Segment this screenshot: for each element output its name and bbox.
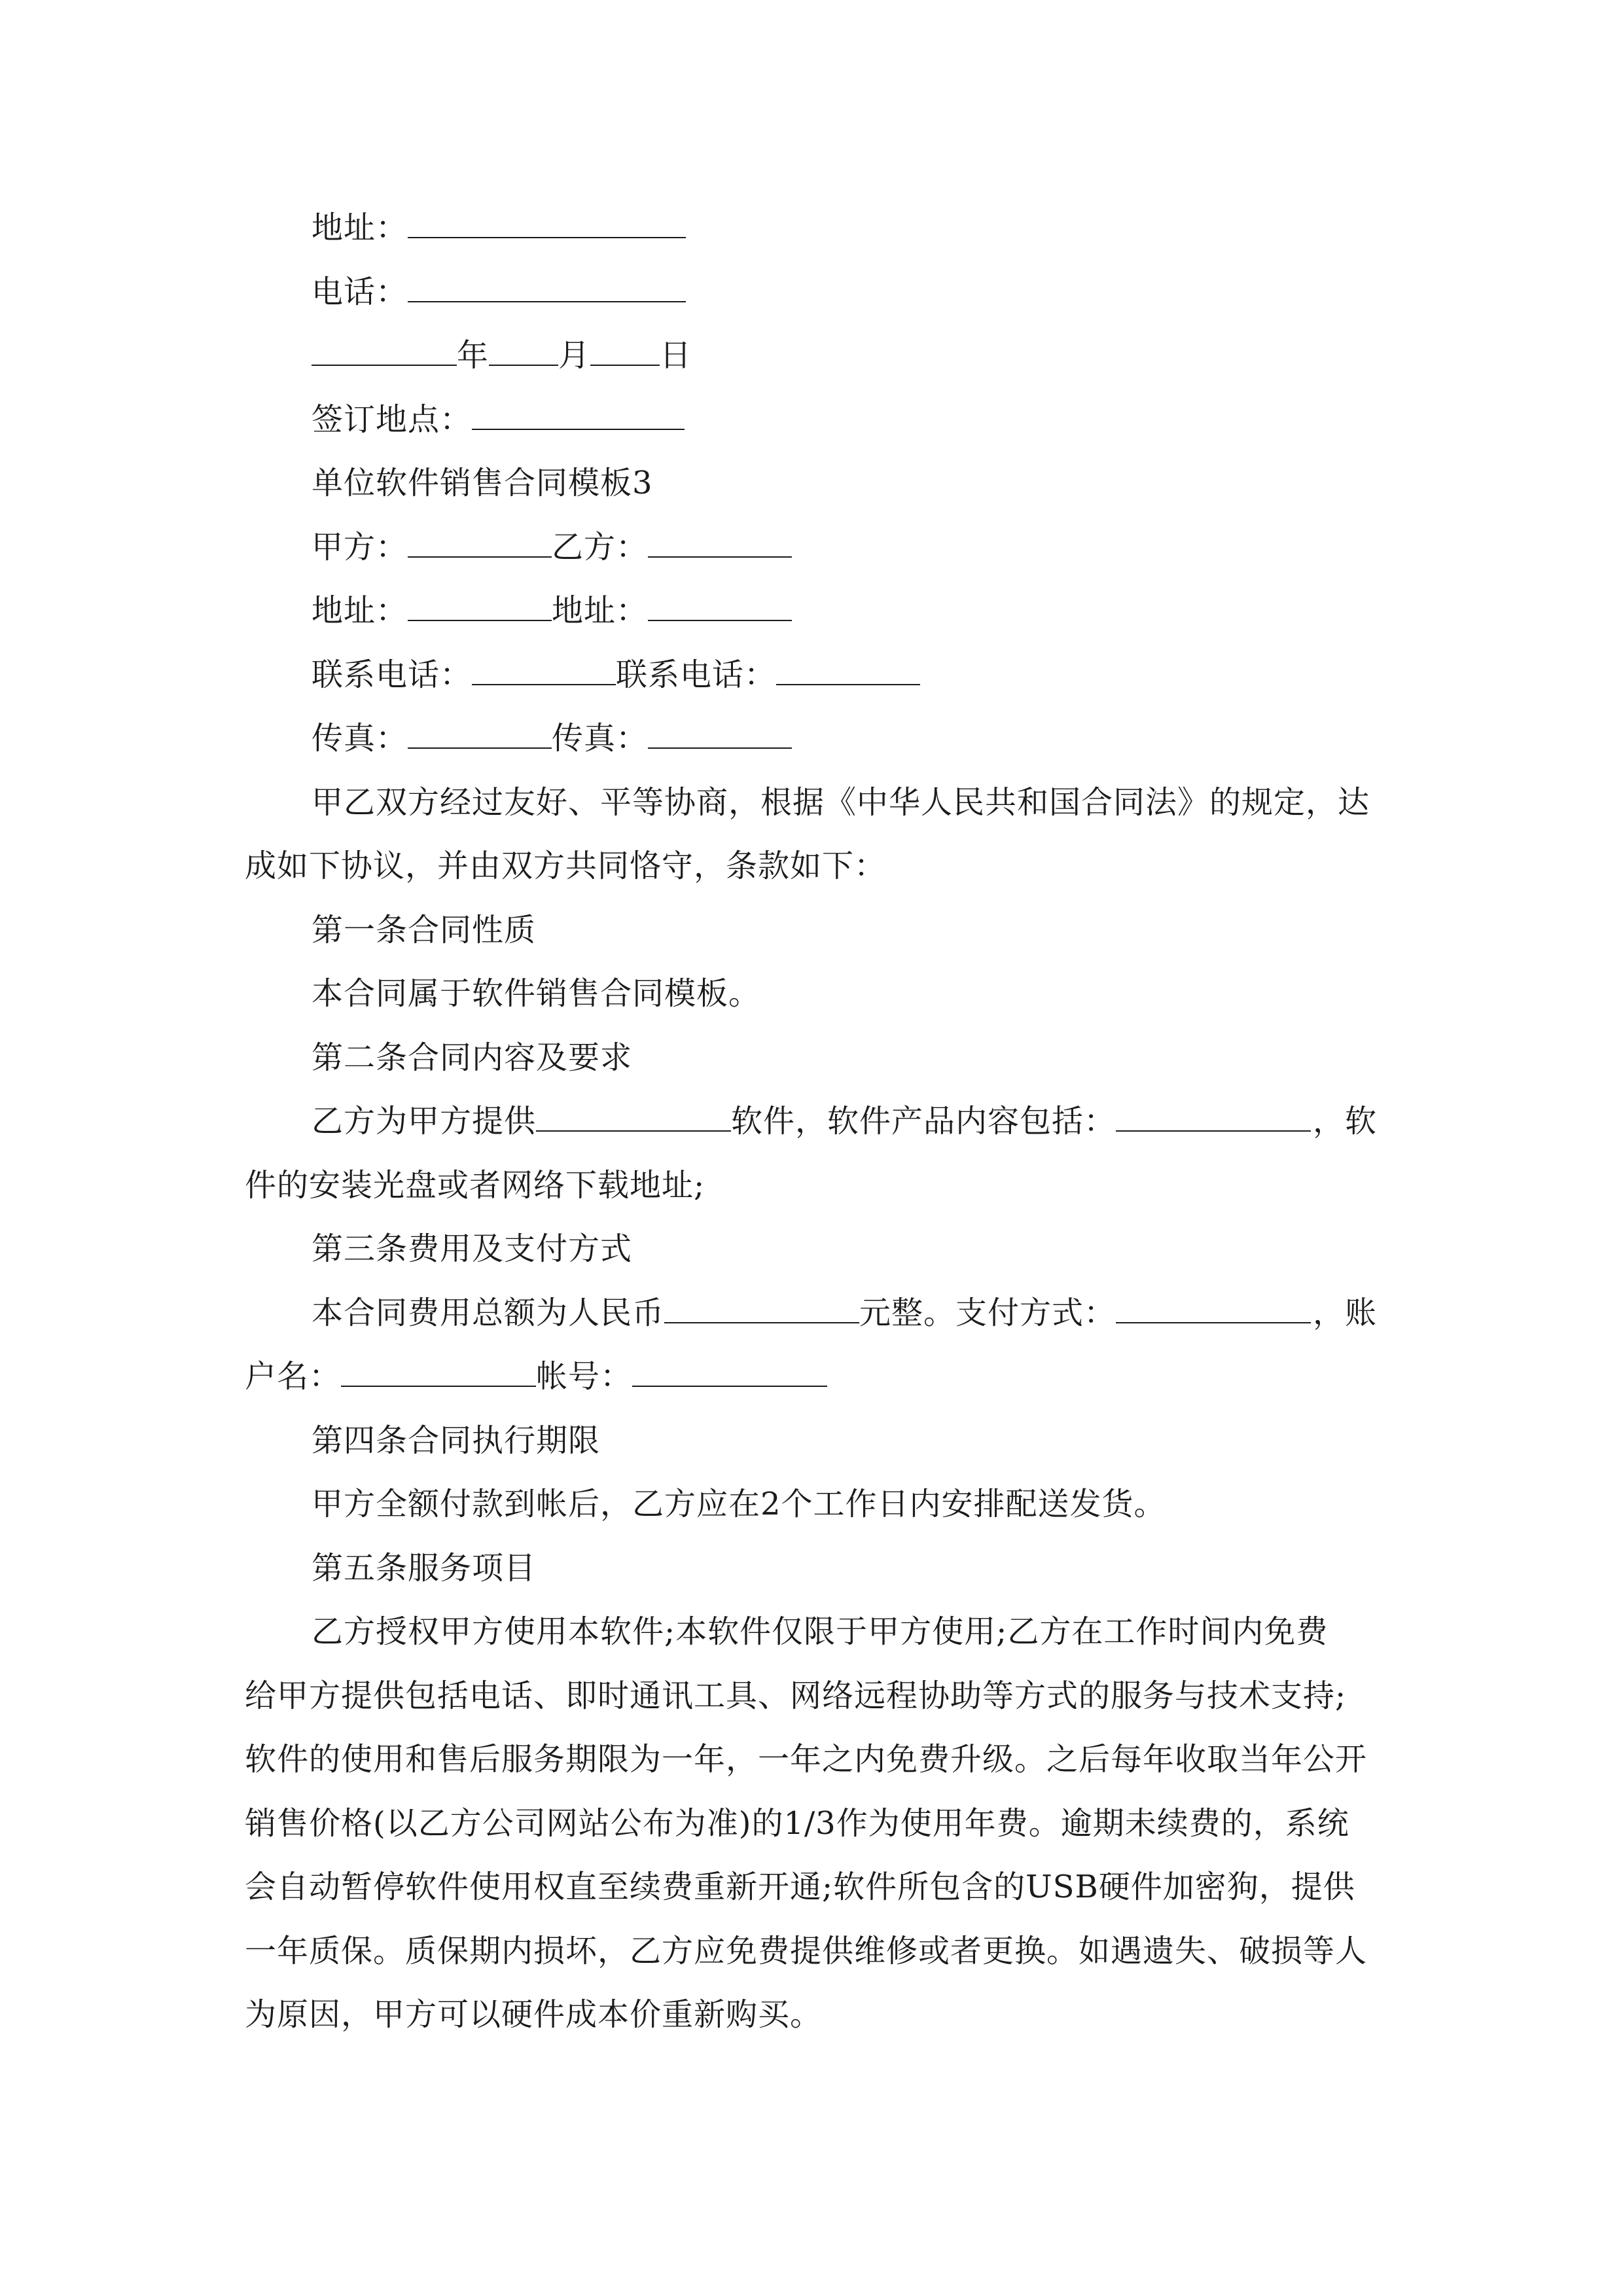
- party-b-label: 乙方：: [552, 528, 649, 565]
- contract-body: [245, 196, 1377, 2047]
- party-b-fax-label: 传真：: [552, 720, 649, 757]
- article2-line-2: 件的安装光盘或者网络下载地址;: [245, 1166, 705, 1204]
- day-blank: [590, 331, 660, 366]
- article2-part1: 乙方为甲方提供: [312, 1103, 537, 1139]
- amount-blank: [664, 1288, 859, 1323]
- account-no-label: 帐号：: [536, 1358, 633, 1395]
- party-a-blank: [408, 522, 552, 558]
- party-b-phone-blank: [776, 650, 920, 685]
- article4-heading: 第四条合同执行期限: [312, 1422, 601, 1459]
- party-a-fax-blank: [408, 713, 552, 749]
- party-a-phone-blank: [472, 650, 616, 685]
- article1-text: 本合同属于软件销售合同模板。: [312, 975, 761, 1012]
- article2-segment: [312, 1090, 1311, 1154]
- article1-heading: 第一条合同性质: [312, 911, 537, 948]
- article5-line-1: 乙方授权甲方使用本软件;本软件仅限于甲方使用;乙方在工作时间内免费: [312, 1613, 1329, 1650]
- address-label: 地址：: [312, 209, 408, 246]
- article2-heading: 第二条合同内容及要求: [312, 1039, 633, 1076]
- article4-text: 甲方全额付款到帐后，乙方应在2个工作日内安排配送发货。: [312, 1486, 1166, 1522]
- intro-line-1: 甲乙双方经过友好、平等协商，根据《中华人民共和国合同法》的规定，达: [312, 783, 1370, 821]
- account-name-blank: [341, 1352, 536, 1387]
- sign-place-line: [245, 388, 1377, 452]
- article5-line-2: 给甲方提供包括电话、即时通讯工具、网络远程协助等方式的服务与技术支持;: [245, 1677, 1347, 1714]
- party-a-address-blank: [408, 586, 552, 621]
- parties-phone-line: [245, 643, 1377, 708]
- party-a-fax-label: 传真：: [312, 720, 408, 757]
- parties-fax-line: [245, 707, 1377, 771]
- parties-address-line: [245, 579, 1377, 643]
- article3-segment: [312, 1282, 1311, 1346]
- year-blank: [312, 331, 457, 366]
- party-b-blank: [648, 522, 792, 558]
- account-name-label: 户名：: [245, 1358, 342, 1395]
- party-a-label: 甲方：: [312, 528, 408, 565]
- month-blank: [489, 331, 558, 366]
- article3-line-2: [245, 1345, 1377, 1409]
- party-a-phone-label: 联系电话：: [312, 656, 473, 693]
- year-label: 年: [457, 337, 490, 374]
- party-b-address-blank: [648, 586, 792, 621]
- party-b-address-label: 地址：: [552, 592, 649, 629]
- phone-line: [245, 260, 1377, 325]
- address-blank: [408, 203, 686, 238]
- article5-line-6: 一年质保。质保期内损坏，乙方应免费提供维修或者更换。如遇遗失、破损等人: [245, 1932, 1368, 1969]
- party-b-phone-label: 联系电话：: [616, 656, 777, 693]
- party-b-fax-blank: [648, 713, 792, 749]
- intro-line-2: 成如下协议，并由双方共同恪守，条款如下：: [245, 848, 887, 884]
- account-no-blank: [632, 1352, 827, 1387]
- article3-part2: 元整。支付方式：: [859, 1294, 1116, 1331]
- party-a-address-label: 地址：: [312, 592, 408, 629]
- article5-line-4: 销售价格(以乙方公司网站公布为准)的1/3作为使用年费。逾期未续费的，系统: [245, 1804, 1349, 1842]
- contract-title: 单位软件销售合同模板3: [312, 465, 653, 501]
- parties-line: [245, 516, 1377, 580]
- sign-place-label: 签订地点：: [312, 401, 473, 438]
- article2-line-1: [245, 1090, 1377, 1154]
- month-label: 月: [558, 337, 591, 374]
- product-content-blank: [1116, 1096, 1311, 1132]
- phone-label: 电话：: [312, 273, 408, 310]
- article2-part2: 软件，软件产品内容包括：: [731, 1103, 1116, 1139]
- article3-part3: ，账: [1312, 1294, 1377, 1331]
- date-line: [245, 324, 1377, 388]
- sign-place-blank: [472, 395, 685, 430]
- software-blank: [536, 1096, 731, 1132]
- article3-line-1: [245, 1282, 1377, 1346]
- article3-part1: 本合同费用总额为人民币: [312, 1294, 665, 1331]
- article5-line-3: 软件的使用和售后服务期限为一年，一年之内免费升级。之后每年收取当年公开: [245, 1741, 1368, 1778]
- article5-heading: 第五条服务项目: [312, 1549, 537, 1587]
- payment-method-blank: [1116, 1288, 1311, 1323]
- article5-line-5: 会自动暂停软件使用权直至续费重新开通;软件所包含的USB硬件加密狗，提供: [245, 1869, 1355, 1905]
- article3-heading: 第三条费用及支付方式: [312, 1230, 633, 1267]
- article5-line-7: 为原因，甲方可以硬件成本价重新购买。: [245, 1996, 823, 2033]
- address-line: [245, 196, 1377, 260]
- article2-part3: ，软: [1312, 1103, 1377, 1139]
- day-label: 日: [660, 337, 692, 374]
- phone-blank: [408, 267, 686, 302]
